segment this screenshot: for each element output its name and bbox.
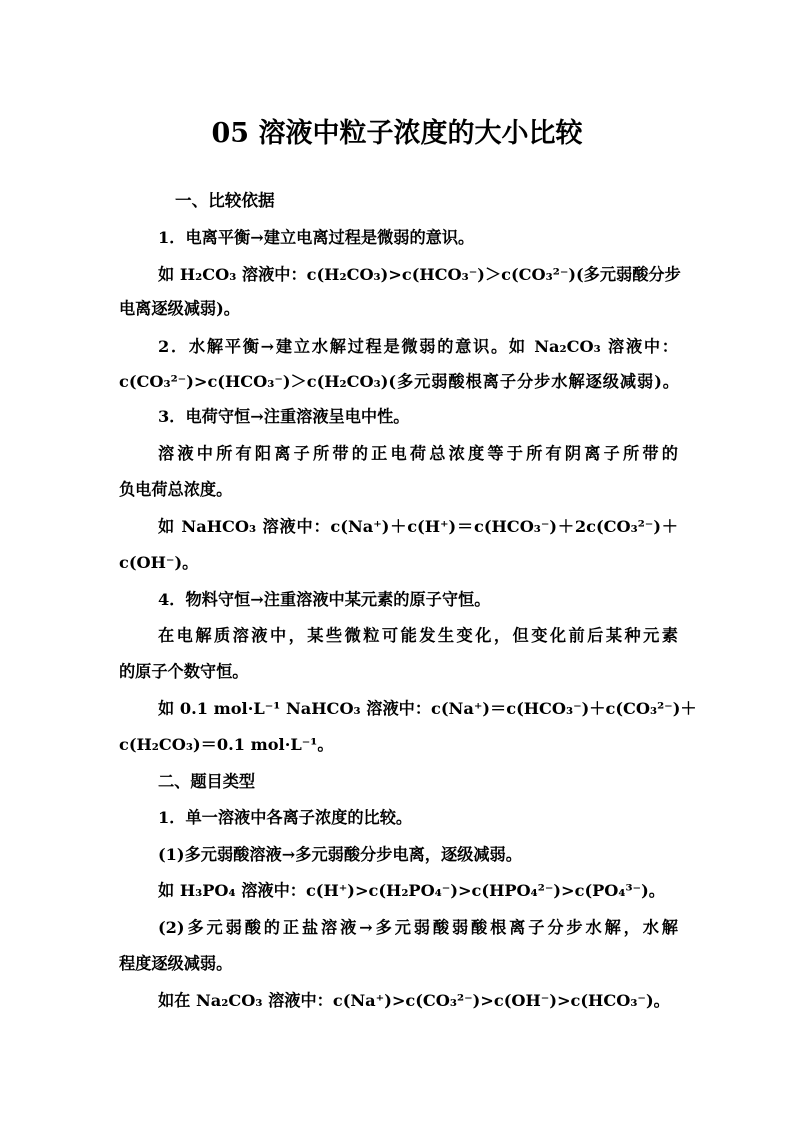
- section-heading-basis: 一、比较依据: [175, 190, 275, 210]
- example-h2co3: 如 H₂CO₃ 溶液中：c(H₂CO₃)>c(HCO₃⁻)＞c(CO₃²⁻)(多元弱酸分步: [158, 265, 681, 284]
- example-nahco3-charge: 如 NaHCO₃ 溶液中：c(Na⁺)＋c(H⁺)＝c(HCO₃⁻)＋2c(CO₃²⁻)＋: [158, 517, 678, 536]
- point-1-ionization: 1．电离平衡→建立电离过程是微弱的意识。: [158, 228, 475, 247]
- example-nahco3-mass-cont: c(H₂CO₃)＝0.1 mol·L⁻¹。: [119, 735, 334, 754]
- section-heading-types: 二、题目类型: [158, 772, 256, 791]
- type-1-sub-2-cont: 程度逐级减弱。: [119, 954, 233, 973]
- mass-balance-text-cont: 的原子个数守恒。: [119, 662, 249, 681]
- point-3-charge-balance: 3．电荷守恒→注重溶液呈电中性。: [158, 407, 410, 426]
- mass-balance-text: 在电解质溶液中，某些微粒可能发生变化，但变化前后某种元素: [158, 626, 678, 645]
- type-1-sub-1: (1)多元弱酸溶液→多元弱酸分步电离，逐级减弱。: [158, 845, 522, 864]
- charge-balance-text-cont: 负电荷总浓度。: [119, 480, 233, 499]
- example-h3po4: 如 H₃PO₄ 溶液中：c(H⁺)>c(H₂PO₄⁻)>c(HPO₄²⁻)>c(PO₄³⁻)。: [158, 881, 665, 900]
- charge-balance-text: 溶液中所有阳离子所带的正电荷总浓度等于所有阴离子所带的: [158, 444, 678, 463]
- type-1-single-solution: 1．单一溶液中各离子浓度的比较。: [158, 808, 413, 827]
- type-1-sub-2: (2)多元弱酸的正盐溶液→多元弱酸弱酸根离子分步水解，水解: [158, 918, 678, 937]
- page-title: 05 溶液中粒子浓度的大小比较: [211, 118, 583, 149]
- example-na2co3-hydrolysis: c(CO₃²⁻)>c(HCO₃⁻)＞c(H₂CO₃)(多元弱酸根离子分步水解逐级减弱)。: [119, 372, 679, 391]
- point-4-mass-balance: 4．物料守恒→注重溶液中某元素的原子守恒。: [158, 590, 491, 609]
- point-2-hydrolysis: 2．水解平衡→建立水解过程是微弱的意识。如 Na₂CO₃ 溶液中：: [158, 337, 678, 356]
- example-h2co3-cont: 电离逐级减弱)。: [119, 299, 240, 318]
- example-na2co3-order: 如在 Na₂CO₃ 溶液中：c(Na⁺)>c(CO₃²⁻)>c(OH⁻)>c(HCO₃⁻)。: [158, 991, 670, 1010]
- example-nahco3-mass: 如 0.1 mol·L⁻¹ NaHCO₃ 溶液中：c(Na⁺)＝c(HCO₃⁻)＋c(CO₃²⁻)＋: [158, 699, 697, 718]
- example-nahco3-charge-cont: c(OH⁻)。: [119, 553, 199, 572]
